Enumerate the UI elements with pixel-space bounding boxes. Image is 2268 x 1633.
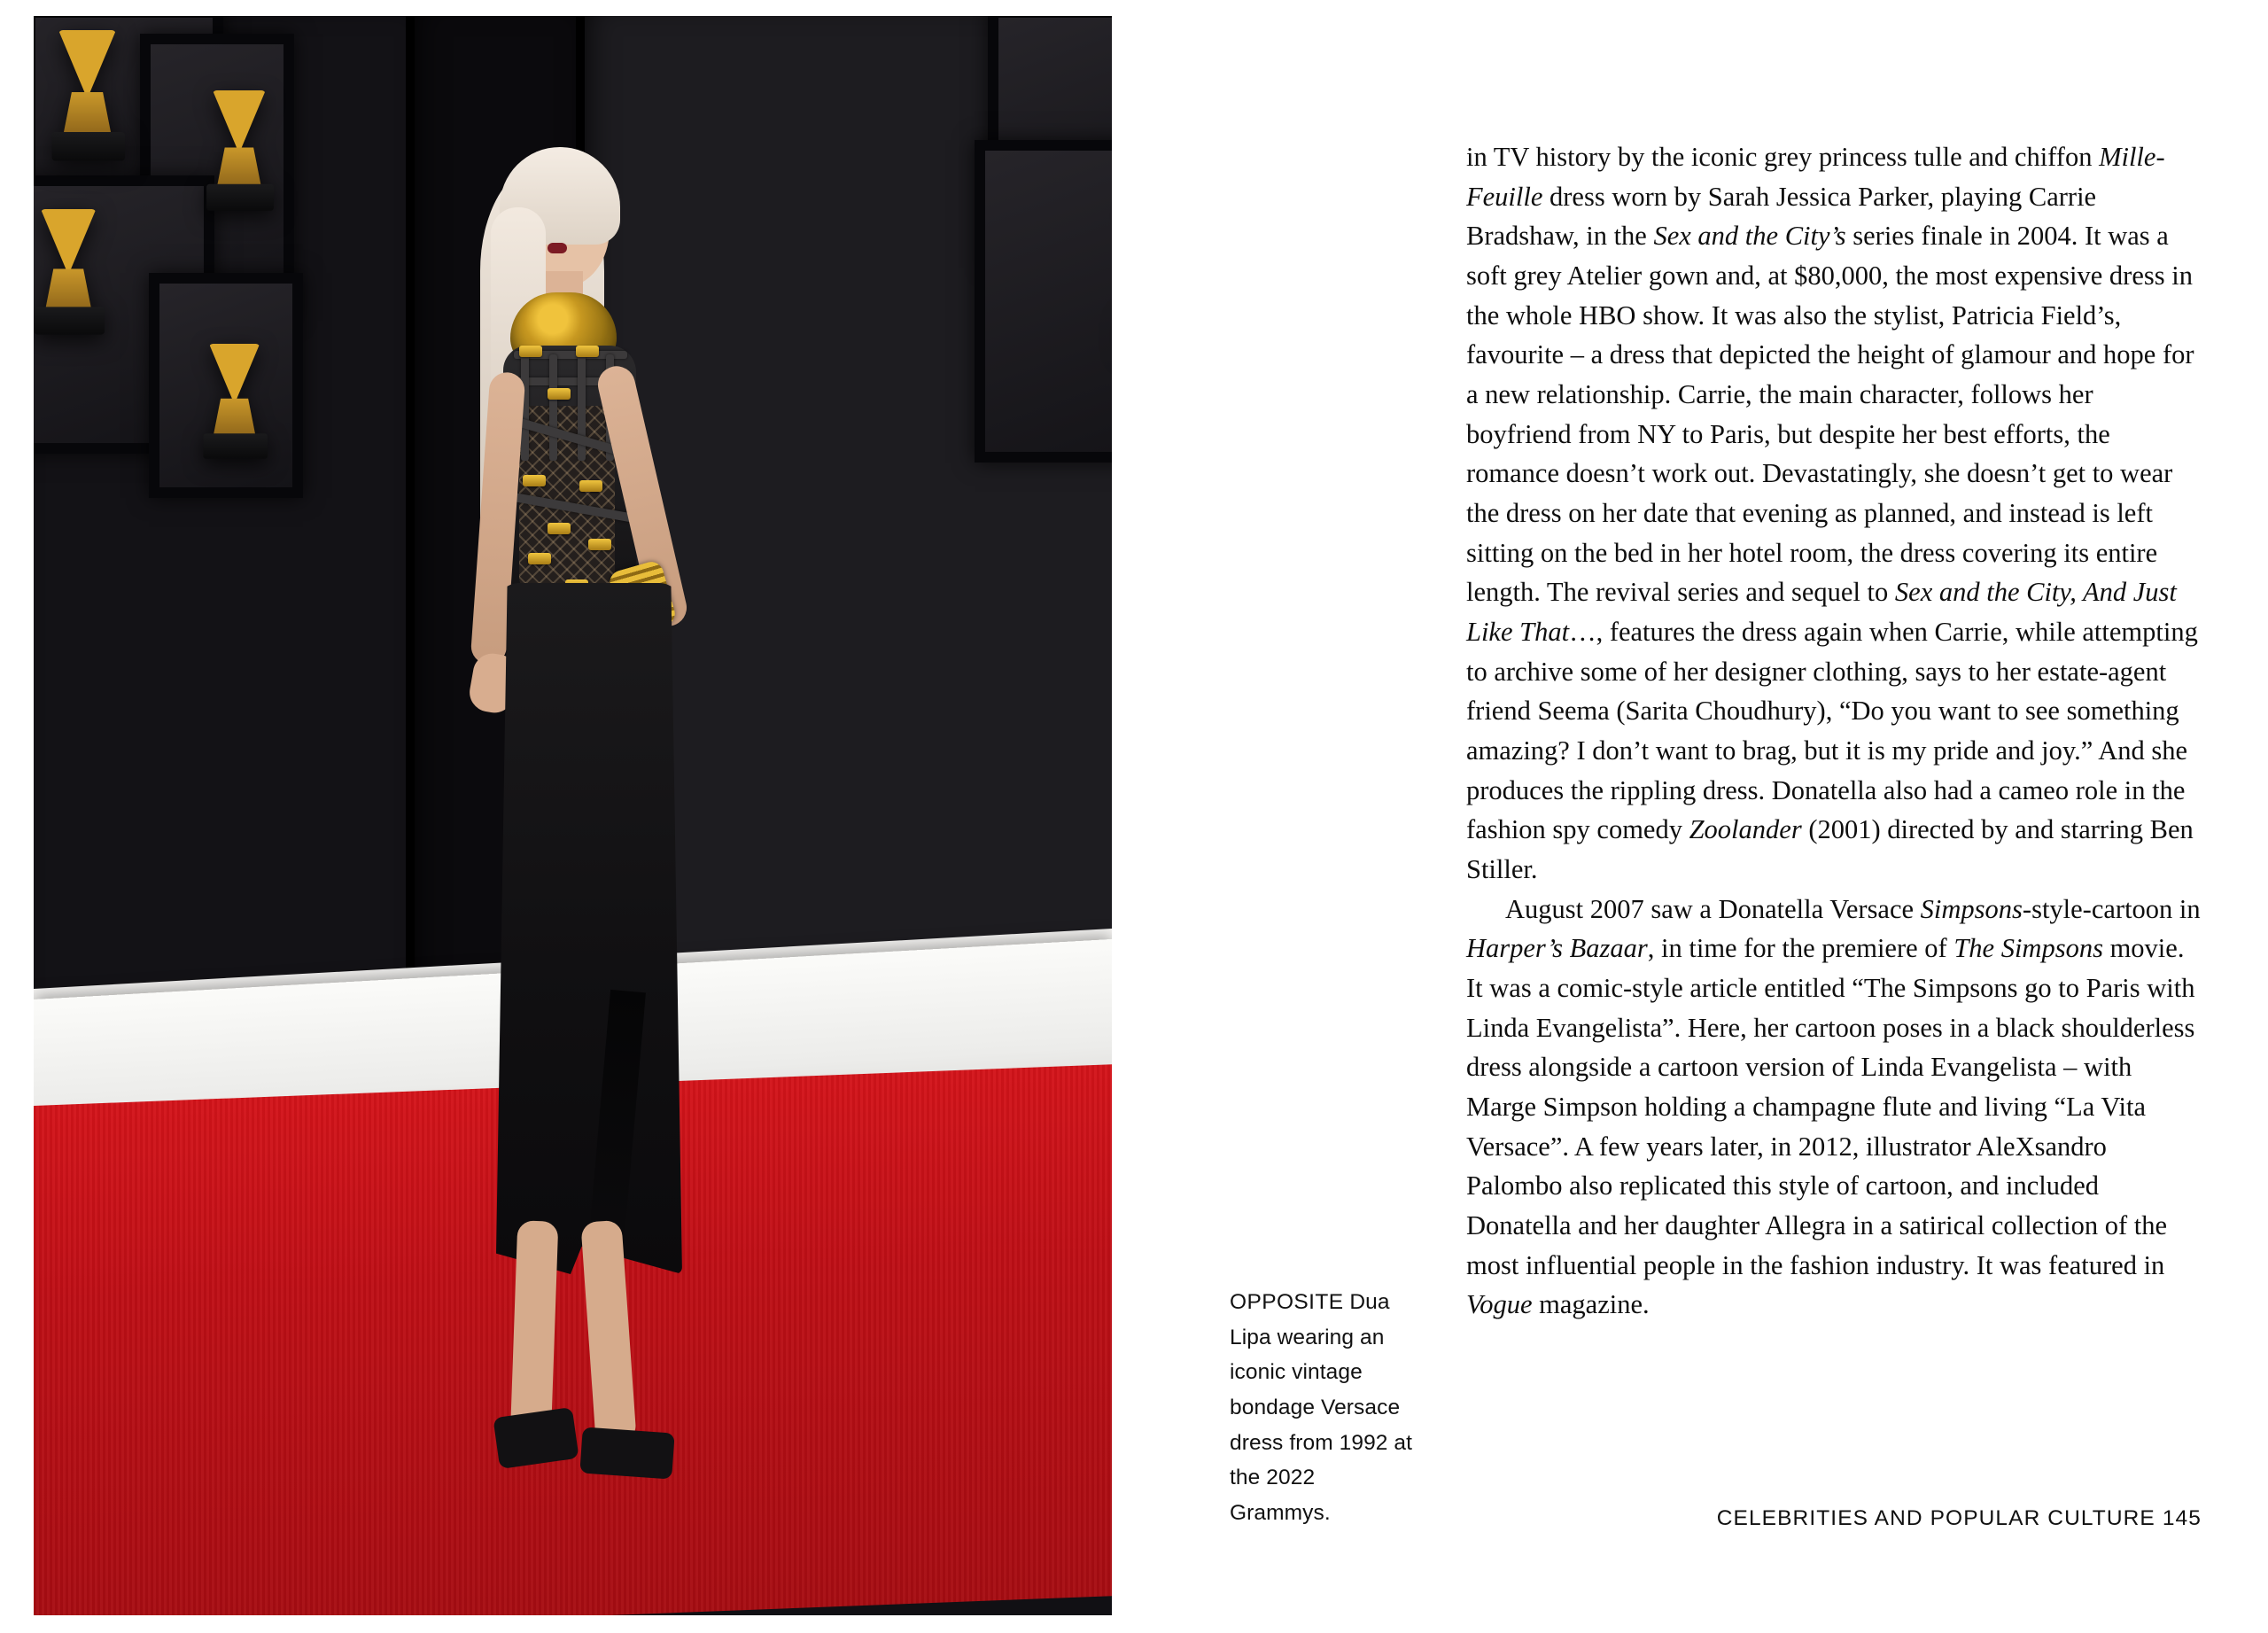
lips — [548, 243, 567, 253]
figure-dua-lipa — [415, 122, 804, 1558]
photograph-dua-lipa — [34, 16, 1112, 1615]
body-text-column — [1466, 137, 2202, 1325]
right-page — [1466, 0, 2268, 1633]
page-number: 145 — [2162, 1506, 2202, 1530]
caption-text: Dua Lipa wearing an iconic vintage bondage Versace dress from 1992 at the 2022 Grammys. — [1230, 1290, 1413, 1526]
body-paragraph-1: in TV history by the iconic grey princess tulle and chiffon Mille-Feuille dress worn by Sarah Jessica Parker, playing Carrie Bradshaw, in the Sex and the City’s series finale in 2004. It was a soft grey Atelier gown and, at $80,000, the most expensive dress in the whole HBO show. It was also the stylist, Patricia Field’s, favourite – a dress that depicted the height of glamour and hope for a new relationship. Carrie, the main character, follows her boyfriend from NY to Paris, but despite her best efforts, the romance doesn’t work out. Devastatingly, she doesn’t get to wear the dress on her date that evening as planned, and instead is left sitting on the bed in her hotel room, the dress covering its entire length. The revival series and sequel to Sex and the City, And Just Like That…, features the dress again when Carrie, while attempting to archive some of her designer clothing, says to her estate-agent friend Seema (Sarita Choudhury), “Do you want to see something amazing? I don’t want to brag, but it is my pride and joy.” And she produces the rippling dress. Donatella also had a cameo role in the fashion spy comedy Zoolander (2001) directed by and starring Ben Stiller. — [1466, 142, 2198, 885]
body-paragraph-2: August 2007 saw a Donatella Versace Simpsons-style-cartoon in Harper’s Bazaar, in time for the premiere of The Simpsons movie. It was a comic-style article entitled “The Simpsons go to Paris with Linda Evangelista”. Here, her cartoon poses in a black shoulderless dress alongside a cartoon version of Linda Evangelista – with Marge Simpson holding a champagne flute and living “La Vita Versace”. A few years later, in 2012, illustrator AleXsandro Palombo also replicated this style of cartoon, and included Donatella and her daughter Allegra in a satirical collection of the most influential people in the fashion industry. It was featured in Vogue magazine. — [1466, 893, 2201, 1320]
left-page — [0, 0, 1112, 1633]
caption-lead: OPPOSITE — [1230, 1290, 1344, 1314]
right-shoe — [579, 1427, 674, 1479]
photo-caption — [1230, 1285, 1420, 1531]
running-head: CELEBRITIES AND POPULAR CULTURE — [1716, 1506, 2155, 1530]
gold-hardware — [576, 346, 599, 357]
gold-hardware — [548, 523, 571, 534]
page-folio — [1466, 1506, 2202, 1531]
dress-skirt — [496, 583, 682, 1274]
gold-hardware — [528, 553, 551, 564]
gold-hardware — [519, 346, 542, 357]
gold-hardware — [579, 480, 602, 492]
backdrop-panel-left — [34, 16, 441, 1053]
gold-hardware — [548, 388, 571, 400]
backdrop-frame — [975, 140, 1112, 463]
gold-hardware — [588, 539, 611, 550]
bondage-strap — [549, 354, 557, 461]
left-shoe — [493, 1407, 579, 1469]
gold-hardware — [523, 475, 546, 486]
